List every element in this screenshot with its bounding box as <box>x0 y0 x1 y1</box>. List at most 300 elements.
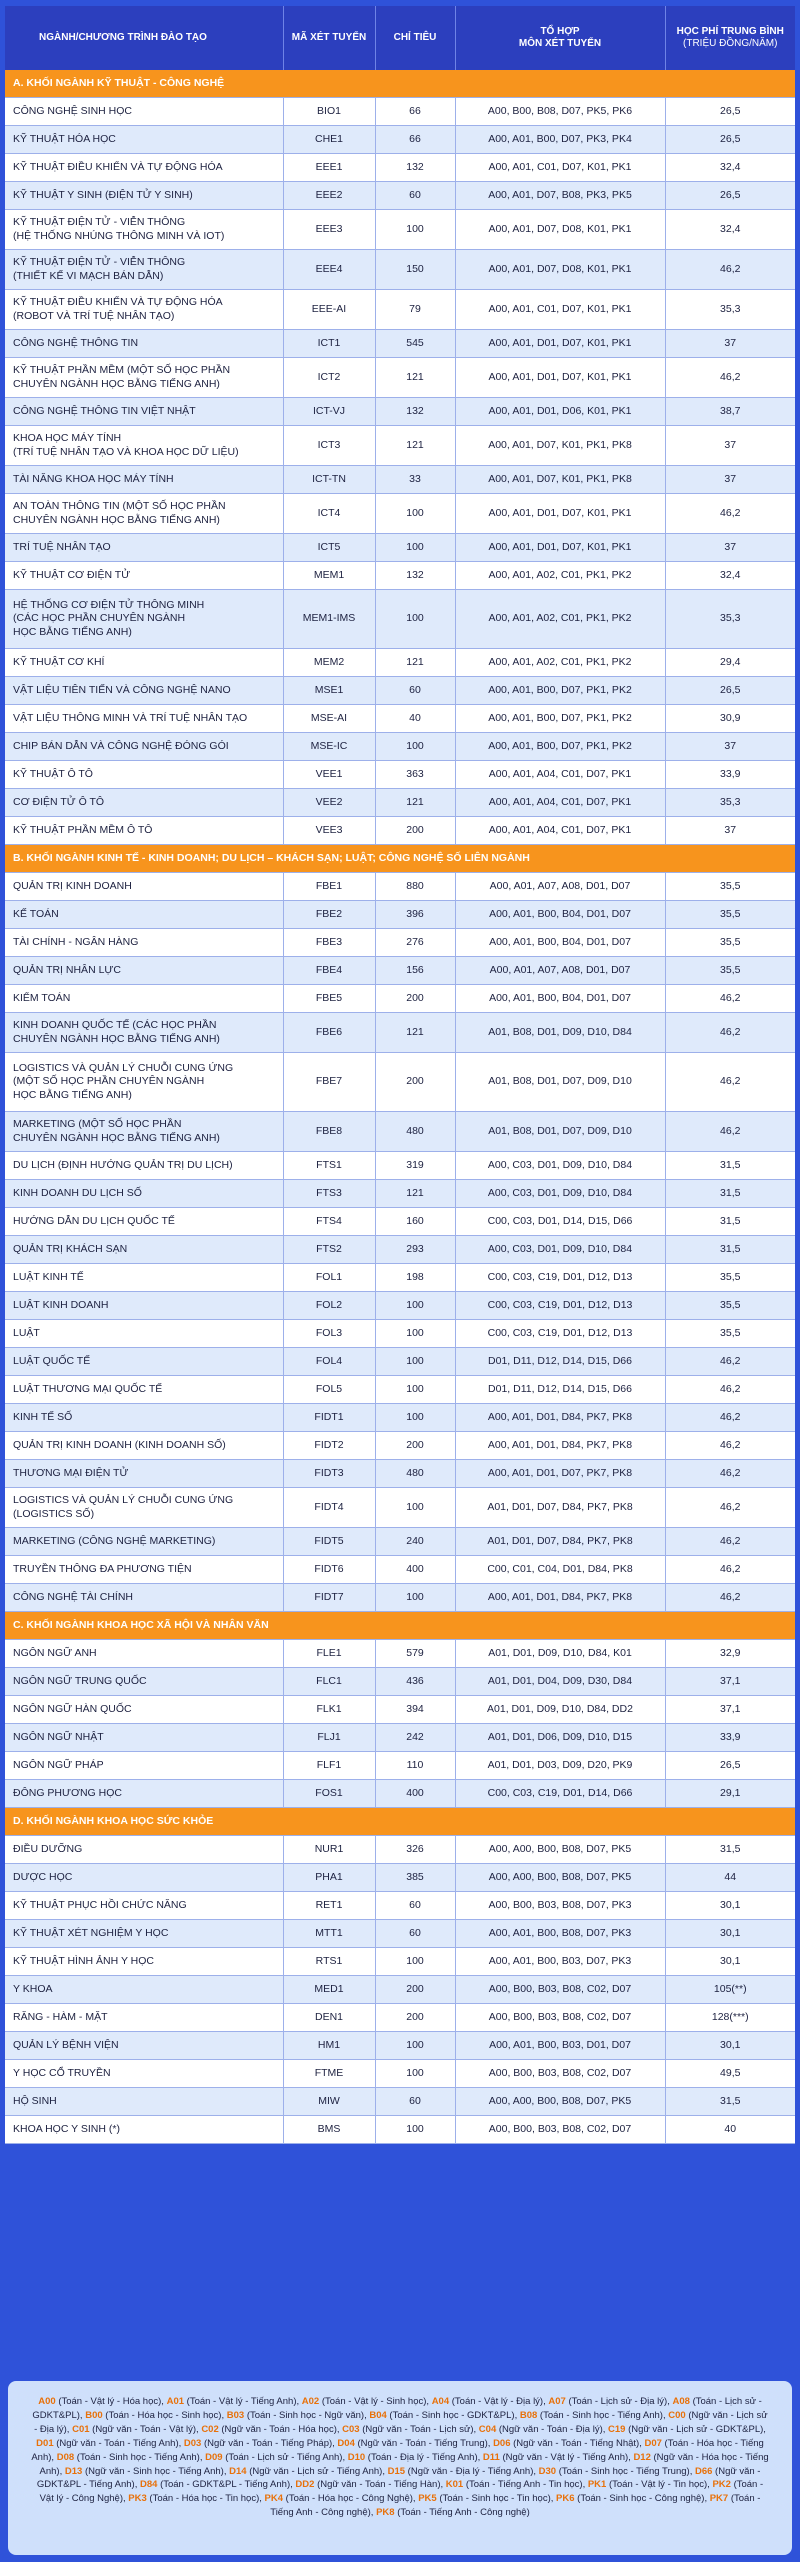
program-name: DƯỢC HỌC <box>5 1864 283 1892</box>
legend-code: PK5 <box>418 2493 437 2505</box>
program-fee: 46,2 <box>665 1112 795 1152</box>
legend-description: (Toán - Sinh học - Tiếng Trung) <box>558 2465 690 2477</box>
program-name: VẬT LIỆU THÔNG MINH VÀ TRÍ TUỆ NHÂN TẠO <box>5 705 283 733</box>
program-fee: 26,5 <box>665 182 795 210</box>
program-name: TRUYỀN THÔNG ĐA PHƯƠNG TIỆN <box>5 1556 283 1584</box>
program-code: FTS2 <box>283 1236 375 1264</box>
program-combination: A00, A01, A02, C01, PK1, PK2 <box>455 562 665 590</box>
legend-item <box>388 2466 534 2477</box>
program-fee: 46,2 <box>665 1013 795 1053</box>
program-name: CÔNG NGHỆ TÀI CHÍNH <box>5 1584 283 1612</box>
program-combination: C00, C03, C19, D01, D12, D13 <box>455 1292 665 1320</box>
program-name: KỸ THUẬT CƠ ĐIỆN TỬ <box>5 562 283 590</box>
program-name: LOGISTICS VÀ QUẢN LÝ CHUỖI CUNG ỨNG (LOGISTICS SỐ) <box>5 1488 283 1528</box>
program-name: MARKETING (MỘT SỐ HỌC PHẦN CHUYÊN NGÀNH HỌC BẰNG TIẾNG ANH) <box>5 1112 283 1152</box>
legend-item <box>608 2424 763 2435</box>
program-combination: A00, A01, C01, D07, K01, PK1 <box>455 154 665 182</box>
legend-description: (Toán - Sinh học - Tiếng Anh) <box>539 2409 663 2421</box>
legend-description: (Ngữ văn - Toán - Tiếng Pháp) <box>203 2437 333 2449</box>
header-fee-line2: (TRIỆU ĐỒNG/NĂM) <box>683 38 778 49</box>
table-row <box>5 1376 795 1404</box>
program-quota: 100 <box>375 1404 455 1432</box>
program-code: ICT2 <box>283 358 375 398</box>
program-quota: 394 <box>375 1696 455 1724</box>
program-name: TÀI NĂNG KHOA HỌC MÁY TÍNH <box>5 466 283 494</box>
program-fee: 31,5 <box>665 1836 795 1864</box>
program-name: NGÔN NGỮ PHÁP <box>5 1752 283 1780</box>
program-fee: 46,2 <box>665 1348 795 1376</box>
legend-description: (Toán - Sinh học - GDKT&PL) <box>389 2409 515 2421</box>
program-quota: 100 <box>375 1348 455 1376</box>
program-code: FIDT2 <box>283 1432 375 1460</box>
legend-description: (Toán - Hóa học - Công Nghệ) <box>285 2493 413 2505</box>
program-combination: C00, C03, C19, D01, D12, D13 <box>455 1264 665 1292</box>
program-code: EEE4 <box>283 250 375 290</box>
program-fee: 46,2 <box>665 1584 795 1612</box>
legend-code: PK1 <box>587 2479 607 2491</box>
table-row <box>5 957 795 985</box>
program-fee: 46,2 <box>665 1460 795 1488</box>
legend-code: C02 <box>201 2423 219 2435</box>
program-code: EEE-AI <box>283 290 375 330</box>
legend-item <box>342 2424 473 2435</box>
table-row <box>5 929 795 957</box>
legend-item <box>229 2466 382 2477</box>
program-fee: 29,4 <box>665 649 795 677</box>
program-name: LOGISTICS VÀ QUẢN LÝ CHUỖI CUNG ỨNG (MỘT SỐ HỌC PHẦN CHUYÊN NGÀNH HỌC BẰNG TIẾNG ANH) <box>5 1053 283 1112</box>
table-row <box>5 1752 795 1780</box>
program-fee: 46,2 <box>665 1053 795 1112</box>
program-code: FBE2 <box>283 901 375 929</box>
legend-item <box>295 2479 440 2490</box>
program-code: FIDT7 <box>283 1584 375 1612</box>
legend-item <box>265 2493 413 2504</box>
program-quota: 100 <box>375 1376 455 1404</box>
program-fee: 37 <box>665 733 795 761</box>
program-name: ĐIỀU DƯỠNG <box>5 1836 283 1864</box>
program-name: KỸ THUẬT PHẦN MỀM Ô TÔ <box>5 817 283 845</box>
program-quota: 319 <box>375 1152 455 1180</box>
table-row <box>5 1152 795 1180</box>
program-name: KỸ THUẬT PHẦN MỀM (MỘT SỐ HỌC PHẦN CHUYÊN NGÀNH HỌC BẰNG TIẾNG ANH) <box>5 358 283 398</box>
program-name: NGÔN NGỮ ANH <box>5 1640 283 1668</box>
legend-code: B08 <box>519 2409 538 2421</box>
program-name: LUẬT <box>5 1320 283 1348</box>
table-row <box>5 98 795 126</box>
table-row <box>5 1112 795 1152</box>
program-fee: 37 <box>665 817 795 845</box>
program-code: FBE8 <box>283 1112 375 1152</box>
table-row <box>5 2032 795 2060</box>
legend-code: PK4 <box>264 2493 284 2505</box>
table-row <box>5 466 795 494</box>
program-combination: A00, B00, B03, B08, D07, PK3 <box>455 1892 665 1920</box>
legend-description: (Toán - Vật lý - Tiếng Anh) <box>186 2396 297 2407</box>
program-quota: 60 <box>375 1892 455 1920</box>
program-quota: 100 <box>375 733 455 761</box>
program-code: MIW <box>283 2088 375 2116</box>
legend-code: D06 <box>493 2437 511 2449</box>
program-quota: 200 <box>375 1432 455 1460</box>
program-fee: 37,1 <box>665 1696 795 1724</box>
program-combination: A00, A01, D07, B08, PK3, PK5 <box>455 182 665 210</box>
program-fee: 46,2 <box>665 494 795 534</box>
program-name: HỆ THỐNG CƠ ĐIỆN TỬ THÔNG MINH (CÁC HỌC PHẦN CHUYÊN NGÀNH HỌC BẰNG TIẾNG ANH) <box>5 590 283 649</box>
program-name: KINH DOANH QUỐC TẾ (CÁC HỌC PHẦN CHUYÊN NGÀNH HỌC BẰNG TIẾNG ANH) <box>5 1013 283 1053</box>
program-fee: 35,3 <box>665 290 795 330</box>
program-code: ICT5 <box>283 534 375 562</box>
program-combination: A00, A01, A04, C01, D07, PK1 <box>455 761 665 789</box>
program-fee: 46,2 <box>665 358 795 398</box>
program-fee: 37 <box>665 466 795 494</box>
legend-description: (Ngữ văn - Toán - Địa lý) <box>498 2423 603 2435</box>
program-combination: A00, A01, D01, D07, K01, PK1 <box>455 358 665 398</box>
legend-item <box>520 2410 663 2421</box>
table-row <box>5 1864 795 1892</box>
program-code: MED1 <box>283 1976 375 2004</box>
program-name: QUẢN TRỊ KHÁCH SẠN <box>5 1236 283 1264</box>
legend-code: B04 <box>369 2409 387 2421</box>
legend-item <box>588 2479 707 2490</box>
program-code: VEE2 <box>283 789 375 817</box>
legend-item <box>201 2424 337 2435</box>
program-name: KHOA HỌC MÁY TÍNH (TRÍ TUỆ NHÂN TẠO VÀ KHOA HỌC DỮ LIỆU) <box>5 426 283 466</box>
program-name: KỸ THUẬT Ô TÔ <box>5 761 283 789</box>
program-quota: 385 <box>375 1864 455 1892</box>
legend-item <box>483 2452 628 2463</box>
legend-description: (Toán - GDKT&PL - Tiếng Anh) <box>160 2479 291 2491</box>
program-code: FLC1 <box>283 1668 375 1696</box>
header-code: MÃ XÉT TUYỂN <box>283 6 375 70</box>
program-fee: 32,4 <box>665 210 795 250</box>
program-quota: 33 <box>375 466 455 494</box>
program-code: FOL2 <box>283 1292 375 1320</box>
legend-description: (Ngữ văn - Toán - Vật lý) <box>92 2423 197 2435</box>
program-code: FIDT1 <box>283 1404 375 1432</box>
legend-description: (Toán - Sinh học - Ngữ văn) <box>246 2409 365 2421</box>
table-row <box>5 398 795 426</box>
program-code: BMS <box>283 2116 375 2144</box>
table-row <box>5 1348 795 1376</box>
header-row <box>5 6 795 70</box>
program-fee: 30,9 <box>665 705 795 733</box>
legend-code: D13 <box>64 2465 83 2477</box>
program-quota: 400 <box>375 1556 455 1584</box>
program-code: FLK1 <box>283 1696 375 1724</box>
legend-code: A08 <box>672 2396 690 2407</box>
table-row <box>5 1556 795 1584</box>
program-code: FIDT4 <box>283 1488 375 1528</box>
table-row <box>5 1460 795 1488</box>
table-row <box>5 1432 795 1460</box>
legend-description: (Ngữ văn - GDKT&PL - Tiếng Anh) <box>36 2465 761 2491</box>
program-fee: 30,1 <box>665 1920 795 1948</box>
legend-description: (Ngữ văn - Sinh học - Tiếng Anh) <box>84 2465 224 2477</box>
legend-item <box>479 2424 603 2435</box>
legend-code: D12 <box>633 2451 651 2463</box>
program-quota: 132 <box>375 398 455 426</box>
program-quota: 60 <box>375 1920 455 1948</box>
program-code: EEE1 <box>283 154 375 182</box>
program-combination: A00, A01, B00, B04, D01, D07 <box>455 929 665 957</box>
program-name: QUẢN TRỊ KINH DOANH (KINH DOANH SỐ) <box>5 1432 283 1460</box>
legend-description: (Toán - Sinh học - Công nghệ) <box>577 2493 705 2505</box>
program-name: KỸ THUẬT CƠ KHÍ <box>5 649 283 677</box>
program-code: MEM2 <box>283 649 375 677</box>
program-combination: A00, A01, D01, D84, PK7, PK8 <box>455 1584 665 1612</box>
program-code: RTS1 <box>283 1948 375 1976</box>
program-quota: 880 <box>375 873 455 901</box>
program-quota: 121 <box>375 358 455 398</box>
program-name: Y KHOA <box>5 1976 283 2004</box>
program-quota: 100 <box>375 2032 455 2060</box>
program-fee: 37,1 <box>665 1668 795 1696</box>
table-row <box>5 1696 795 1724</box>
program-name: KỸ THUẬT ĐIỀU KHIỂN VÀ TỰ ĐỘNG HÓA (ROBOT VÀ TRÍ TUỆ NHÂN TẠO) <box>5 290 283 330</box>
legend-code: D10 <box>347 2451 366 2463</box>
program-fee: 35,5 <box>665 901 795 929</box>
program-combination: A01, B08, D01, D07, D09, D10 <box>455 1112 665 1152</box>
program-fee: 31,5 <box>665 1236 795 1264</box>
legend-item <box>128 2493 259 2504</box>
table-row <box>5 677 795 705</box>
program-name: QUẢN TRỊ KINH DOANH <box>5 873 283 901</box>
program-fee: 30,1 <box>665 1948 795 1976</box>
program-combination: A00, A01, B00, B04, D01, D07 <box>455 985 665 1013</box>
legend-description: (Ngữ văn - Địa lý - Tiếng Anh) <box>407 2465 534 2477</box>
legend-item <box>227 2410 364 2421</box>
program-fee: 46,2 <box>665 1432 795 1460</box>
program-name: KỸ THUẬT ĐIỆN TỬ - VIỄN THÔNG (HỆ THỐNG NHÚNG THÔNG MINH VÀ IOT) <box>5 210 283 250</box>
program-code: FBE3 <box>283 929 375 957</box>
program-name: CÔNG NGHỆ THÔNG TIN <box>5 330 283 358</box>
program-quota: 100 <box>375 534 455 562</box>
program-combination: A00, B00, B08, D07, PK5, PK6 <box>455 98 665 126</box>
program-fee: 128(***) <box>665 2004 795 2032</box>
program-code: MEM1-IMS <box>283 590 375 649</box>
table-row <box>5 789 795 817</box>
legend-description: (Toán - Hóa học - Sinh học) <box>105 2409 222 2421</box>
legend-description: (Ngữ văn - Vật lý - Tiếng Anh) <box>502 2451 629 2463</box>
legend-description: (Toán - Hóa học - Tiếng Anh) <box>31 2437 764 2463</box>
table-row <box>5 817 795 845</box>
program-code: FIDT6 <box>283 1556 375 1584</box>
table-row <box>5 1668 795 1696</box>
legend-description: (Ngữ văn - Lịch sử - Tiếng Anh) <box>249 2465 383 2477</box>
program-code: FTME <box>283 2060 375 2088</box>
program-fee: 26,5 <box>665 677 795 705</box>
legend-code: D66 <box>694 2465 713 2477</box>
program-combination: A00, A01, D01, D07, K01, PK1 <box>455 330 665 358</box>
program-quota: 160 <box>375 1208 455 1236</box>
legend-item <box>369 2410 514 2421</box>
program-fee: 37 <box>665 426 795 466</box>
program-fee: 35,3 <box>665 590 795 649</box>
legend-item <box>432 2396 543 2407</box>
table-row <box>5 2060 795 2088</box>
program-name: QUẢN TRỊ NHÂN LỰC <box>5 957 283 985</box>
program-code: ICT1 <box>283 330 375 358</box>
legend-item <box>337 2438 487 2449</box>
program-quota: 400 <box>375 1780 455 1808</box>
program-code: FTS3 <box>283 1180 375 1208</box>
table-row <box>5 761 795 789</box>
program-name: CHIP BÁN DẪN VÀ CÔNG NGHỆ ĐÓNG GÓI <box>5 733 283 761</box>
legend-item <box>184 2438 332 2449</box>
program-quota: 60 <box>375 677 455 705</box>
table-row <box>5 426 795 466</box>
legend-item <box>140 2479 290 2490</box>
legend-code: D30 <box>538 2465 557 2477</box>
table-row <box>5 534 795 562</box>
program-quota: 200 <box>375 1976 455 2004</box>
program-quota: 545 <box>375 330 455 358</box>
program-code: BIO1 <box>283 98 375 126</box>
program-quota: 60 <box>375 2088 455 2116</box>
program-quota: 326 <box>375 1836 455 1864</box>
program-code: MTT1 <box>283 1920 375 1948</box>
program-quota: 121 <box>375 789 455 817</box>
legend-code: C19 <box>608 2423 626 2435</box>
program-fee: 37 <box>665 534 795 562</box>
program-fee: 46,2 <box>665 250 795 290</box>
program-code: FLJ1 <box>283 1724 375 1752</box>
program-combination: A00, C03, D01, D09, D10, D84 <box>455 1180 665 1208</box>
table-row <box>5 1836 795 1864</box>
program-combination: D01, D11, D12, D14, D15, D66 <box>455 1348 665 1376</box>
program-code: DEN1 <box>283 2004 375 2032</box>
program-name: QUẢN LÝ BỆNH VIỆN <box>5 2032 283 2060</box>
section-header <box>5 1808 795 1836</box>
program-code: FOL5 <box>283 1376 375 1404</box>
legend-code: PK2 <box>712 2479 731 2491</box>
section-title: A. KHỐI NGÀNH KỸ THUẬT - CÔNG NGHỆ <box>5 70 795 98</box>
program-combination: A00, A01, D07, D08, K01, PK1 <box>455 250 665 290</box>
legend-code: C03 <box>342 2423 360 2435</box>
program-combination: A00, A01, C01, D07, K01, PK1 <box>455 290 665 330</box>
program-code: PHA1 <box>283 1864 375 1892</box>
program-code: RET1 <box>283 1892 375 1920</box>
program-quota: 240 <box>375 1528 455 1556</box>
program-combination: A00, C03, D01, D09, D10, D84 <box>455 1236 665 1264</box>
program-code: FLF1 <box>283 1752 375 1780</box>
program-fee: 32,4 <box>665 154 795 182</box>
legend-code: D09 <box>205 2451 223 2463</box>
legend-code: PK3 <box>128 2493 147 2505</box>
program-name: LUẬT KINH TẾ <box>5 1264 283 1292</box>
program-name: HỘ SINH <box>5 2088 283 2116</box>
header-combo-line2: MÔN XÉT TUYỂN <box>518 38 602 49</box>
legend-item <box>418 2493 551 2504</box>
legend-item <box>348 2452 478 2463</box>
program-quota: 100 <box>375 210 455 250</box>
legend-description: (Toán - Tiếng Anh - Tin học) <box>465 2479 583 2491</box>
program-quota: 480 <box>375 1460 455 1488</box>
program-quota: 40 <box>375 705 455 733</box>
program-combination: A00, A01, D01, D07, K01, PK1 <box>455 534 665 562</box>
table-row <box>5 1892 795 1920</box>
legend-item <box>167 2396 297 2407</box>
program-fee: 46,2 <box>665 1528 795 1556</box>
legend-item <box>539 2466 690 2477</box>
program-fee: 30,1 <box>665 2032 795 2060</box>
program-name: KỸ THUẬT ĐIỆN TỬ - VIỄN THÔNG (THIẾT KẾ VI MẠCH BÁN DẪN) <box>5 250 283 290</box>
program-code: ICT-TN <box>283 466 375 494</box>
legend-description: (Ngữ văn - Toán - Hóa học) <box>221 2423 337 2435</box>
program-combination: A01, D01, D09, D10, D84, K01 <box>455 1640 665 1668</box>
program-combination: A00, A00, B00, B08, D07, PK5 <box>455 2088 665 2116</box>
legend-description: (Ngữ văn - Toán - Tiếng Anh) <box>56 2437 179 2449</box>
legend-item <box>57 2452 200 2463</box>
table-row <box>5 901 795 929</box>
program-combination: A00, A01, B00, D07, PK1, PK2 <box>455 677 665 705</box>
legend-code: D08 <box>56 2451 75 2463</box>
program-quota: 150 <box>375 250 455 290</box>
table-row <box>5 1640 795 1668</box>
program-name: LUẬT THƯƠNG MẠI QUỐC TẾ <box>5 1376 283 1404</box>
legend-item <box>65 2466 224 2477</box>
legend-code: PK7 <box>709 2493 729 2505</box>
program-quota: 121 <box>375 426 455 466</box>
legend-item <box>548 2396 667 2407</box>
program-code: MSE-AI <box>283 705 375 733</box>
legend-description: (Toán - Vật lý - Công Nghệ) <box>39 2479 764 2505</box>
program-code: MSE-IC <box>283 733 375 761</box>
header-combo-line1: TỔ HỢP <box>540 25 580 37</box>
program-name: MARKETING (CÔNG NGHỆ MARKETING) <box>5 1528 283 1556</box>
table-row <box>5 705 795 733</box>
program-quota: 100 <box>375 590 455 649</box>
program-name: DU LỊCH (ĐỊNH HƯỚNG QUẢN TRỊ DU LỊCH) <box>5 1152 283 1180</box>
legend-description: (Ngữ văn - Toán - Tiếng Hàn) <box>317 2479 441 2491</box>
program-quota: 579 <box>375 1640 455 1668</box>
table-row <box>5 210 795 250</box>
program-name: LUẬT QUỐC TẾ <box>5 1348 283 1376</box>
program-name: KỸ THUẬT PHỤC HỒI CHỨC NĂNG <box>5 1892 283 1920</box>
program-code: FOS1 <box>283 1780 375 1808</box>
program-quota: 480 <box>375 1112 455 1152</box>
program-name: THƯƠNG MẠI ĐIỆN TỬ <box>5 1460 283 1488</box>
program-code: FTS4 <box>283 1208 375 1236</box>
legend-code: A00 <box>38 2396 56 2407</box>
legend-code: B03 <box>226 2409 245 2421</box>
table-row <box>5 2116 795 2144</box>
program-name: KỸ THUẬT ĐIỀU KHIỂN VÀ TỰ ĐỘNG HÓA <box>5 154 283 182</box>
program-quota: 200 <box>375 2004 455 2032</box>
legend-item <box>38 2396 161 2407</box>
program-combination: A00, A00, B00, B08, D07, PK5 <box>455 1864 665 1892</box>
table-header <box>5 6 795 70</box>
program-code: MSE1 <box>283 677 375 705</box>
table-row <box>5 1488 795 1528</box>
program-quota: 121 <box>375 1013 455 1053</box>
program-fee: 105(**) <box>665 1976 795 2004</box>
program-combination: A00, A01, B00, B04, D01, D07 <box>455 901 665 929</box>
program-fee: 32,9 <box>665 1640 795 1668</box>
header-fee <box>665 6 795 70</box>
program-code: MEM1 <box>283 562 375 590</box>
program-combination: A00, C03, D01, D09, D10, D84 <box>455 1152 665 1180</box>
legend-item <box>205 2452 342 2463</box>
program-combination: A01, D01, D07, D84, PK7, PK8 <box>455 1488 665 1528</box>
legend-description: (Toán - Tiếng Anh - Công nghệ) <box>270 2493 761 2519</box>
section-header <box>5 1612 795 1640</box>
legend-code: C00 <box>668 2409 686 2421</box>
legend-code: D04 <box>337 2437 355 2449</box>
legend-code: A07 <box>548 2396 566 2407</box>
program-quota: 110 <box>375 1752 455 1780</box>
legend-code: PK6 <box>556 2493 575 2505</box>
